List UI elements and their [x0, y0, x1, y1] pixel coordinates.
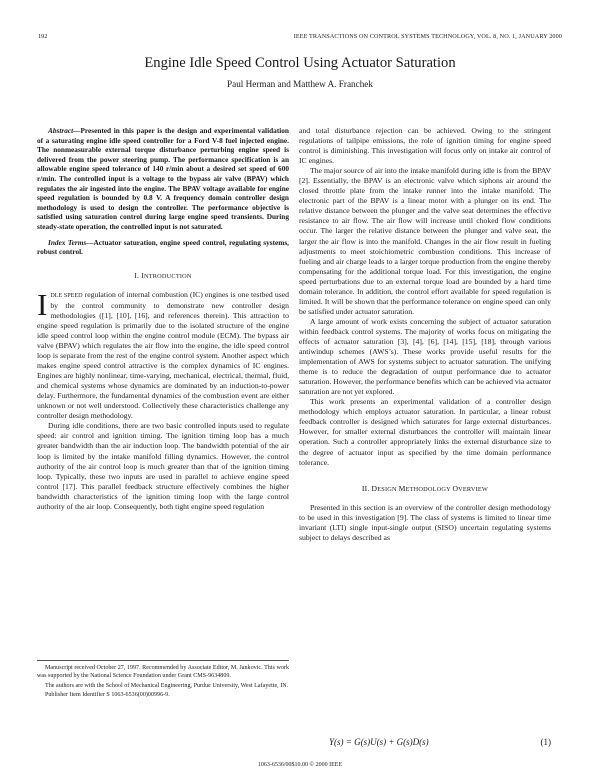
paper-title: Engine Idle Speed Control Using Actuator Saturation	[144, 55, 456, 71]
drop-cap: I	[37, 286, 48, 322]
left-column	[37, 126, 289, 512]
section-heading-design-methodology: II. DESIGN METHODOLOGY OVERVIEW	[361, 483, 489, 493]
footnote-affiliation: The authors are with the School of Mechanical Engineering, Purdue University, West Lafayette, IN.	[45, 682, 289, 689]
paper-authors: Paul Herman and Matthew A. Franchek	[227, 79, 373, 89]
equation-1	[299, 737, 551, 749]
intro-paragraph-2: During idle conditions, there are two basic controlled inputs used to regulate speed: air control and ignition timing. The ignition timing loop has a much greater bandwidth than the air induction loop. The bandwidth potential of the air loop is limited by the intake manifold filling dynamics. However, the control authority of the air control loop is much greater than that of the ignition timing loop. Typically, these two inputs are used in parallel to achieve engine speed control [17]. This parallel feedback structure effectively combines the higher bandwidth characteristics of the ignition timing loop with the large control authority of the air loop. Consequently, both tight engine speed regulation	[37, 421, 289, 511]
footnote-identifier: Publisher Item Identifier S 1063-6536(00)00996-9.	[45, 692, 170, 699]
abstract	[37, 126, 289, 232]
index-terms	[37, 238, 289, 257]
footnote-rule	[37, 660, 289, 661]
intro-paragraph-1: IDLE SPEED regulation of internal combustion (IC) engines is one testbed used by the control community to demonstrate new controller design methodologies ([1], [10], [16], and references therein). This attraction to engine speed regulation is primarily due to the isolated structure of the engine idle speed control loop within the engine control module (ECM). The bypass air valve (BPAV) which regulates the air flow into the engine, the idle speed control loop is separate from the rest of the engine control system. Another aspect which makes engine speed control attractive is the complex dynamics of IC engines. Engines are highly nonlinear, time-varying, mechanical, electrical, thermal, fluid, and chemical systems whose dynamics are dominated by an induction-to-power delay. Furthermore, the fundamental dynamics of the combustion event are either unknown or not well understood. Collectively these characteristics challenge any controller design methodology.	[37, 286, 289, 421]
intro-paragraph-3: and total disturbance rejection can be achieved. Owing to the stringent regulations of tailpipe emissions, the role of ignition timing for engine speed control is diminishing. This investigation will focus only on intake air control of IC engines.	[299, 126, 551, 166]
running-header: IEEE TRANSACTIONS ON CONTROL SYSTEMS TECHNOLOGY, VOL. 8, NO. 1, JANUARY 2000	[293, 33, 562, 40]
equation-body: Y(s) = G(s)U(s) + G(s)D(s)	[329, 737, 429, 747]
page-number: 192	[38, 33, 48, 40]
section-heading-introduction: I. INTRODUCTION	[134, 270, 192, 280]
intro-paragraph-5: A large amount of work exists concerning the subject of actuator saturation within feedback control systems. The majority of works focus on mitigating the effects of actuator saturation [3], [4], [6], [14], [15], [18], through various antiwindup schemes (AWS’s). These works provide useful results for the implementation of AWS for systems subject to actuator saturation. The unifying theme is to reduce the degradation of output performance due to actuator saturation. However, the performance benefits which can be achieved via actuator saturation are not yet explored.	[299, 316, 551, 397]
abstract-label: Abstract—	[48, 126, 81, 135]
abstract-text: Presented in this paper is the design and experimental validation of a saturating engine idle speed controller for a Ford V-8 fuel injected engine. The nonmeasurable external torque disturbance perturbing engine speed is delivered from the power steering pump. The performance specification is an allowable engine speed tolerance of 140 r/min about a desired set speed of 600 r/min. The controlled input is a voltage to the bypass air valve (BPAV) which regulates the air ingested into the engine. The BPAV voltage available for engine speed regulation is bounded by 0.8 V. A frequency domain controller design methodology is used to design the controller. The performance objective is satisfied using saturation control during large engine speed transients. During steady-state operation, the controlled input is not saturated.	[37, 126, 289, 231]
footnote-manuscript: Manuscript received October 27, 1997. Recommended by Associate Editor, M. Jankovic. This work was supported by the National Science Foundation under Grant CMS-9634809.	[37, 665, 289, 679]
footnotes	[37, 660, 289, 700]
right-column	[299, 126, 551, 543]
design-paragraph-1: Presented in this section is an overview of the controller design methodology to be used in this investigation [9]. The class of systems is limited to linear time invariant (LTI) single input-single output (SISO) uncertain regulating systems subject to delays described as	[299, 502, 551, 542]
intro-paragraph-4: The major source of air into the intake manifold during idle is from the BPAV [2]. Essentially, the BPAV is an electronic valve which siphons air around the closed throttle plate from the intake runner into the intake manifold. The electronic part of the BPAV is a linear motor with a plunger on its end. The relative distance between the plunger and the valve seat determines the effective resistance to air flow. The air flow will increase until choked flow conditions occur. The larger the relative distance between the plunger and valve seat, the larger the air flow is into the manifold. Changes in the air flow result in fueling adjustments to meet stoichiometric combustion conditions. This increase of fueling and air charge leads to a larger torque production from the engine thereby compensating for the additional torque load. For this investigation, the engine speed perturbations due to an external torque load are bounded by a hard time domain tolerance. In addition, the control effort available for speed regulation is limited. It will be shown that the performance tolerance on engine speed can only be satisfied under actuator saturation.	[299, 166, 551, 316]
copyright-footer: 1063-6536/00$10.00 © 2000 IEEE	[257, 762, 343, 768]
equation-number: (1)	[540, 737, 551, 747]
index-terms-label: Index Terms—	[48, 237, 94, 247]
lead-small-caps: DLE SPEED	[50, 292, 83, 299]
index-terms-text: Actuator saturation, engine speed control, regulating systems, robust control.	[37, 237, 289, 257]
intro-paragraph-6: This work presents an experimental validation of a controller design methodology which employs actuator saturation. In particular, a linear robust feedback controller is designed which saturates for large external disturbances. However, for smaller external disturbances the controller will maintain linear operation. Such a controller appropriately links the external disturbance size to the degree of actuator input as specified by the time domain performance tolerance.	[299, 397, 551, 467]
